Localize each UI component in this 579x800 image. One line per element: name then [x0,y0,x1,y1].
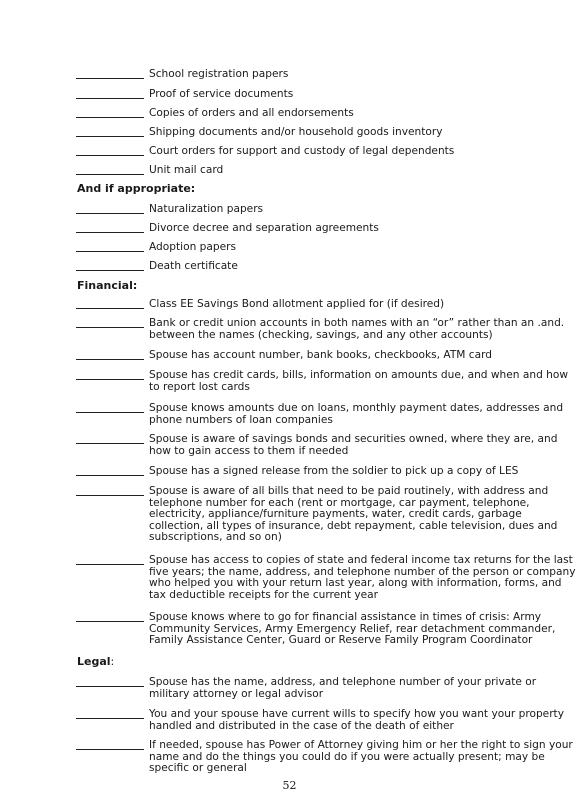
blank-line [76,174,144,175]
item-text: Copies of orders and all endorsements [149,107,354,119]
blank-line [76,718,144,719]
item-text: Spouse has access to copies of state and federal income tax returns for the last five years; the name, address, and telephone number of the person or company who helped you with your return last year, along with information, forms, and tax deductible receipts for the current year [149,554,576,601]
blank-line [76,621,144,622]
checklist-item [76,204,576,216]
item-text: Class EE Savings Bond allotment applied for (if desired) [149,298,445,310]
item-text: Unit mail card [149,164,224,176]
item-text: Naturalization papers [149,203,264,215]
checklist-item [76,165,576,177]
item-text: Spouse knows amounts due on loans, monthly payment dates, addresses and phone numbers of loan companies [149,402,564,426]
checklist-item [76,434,576,457]
blank-line [76,270,144,271]
checklist-item [76,370,576,393]
item-text: Spouse has credit cards, bills, information on amounts due, and when and how to report lost cards [149,369,569,393]
checklist-item [76,318,576,341]
item-text: Spouse is aware of all bills that need to be paid routinely, with address and telephone number for each (rent or mortgage, car payment, telephone, electricity, appliance/furniture payments, water, credit cards, garbage collection, all types of insurance, debt repayment, cable television, dues and subscriptions, and so on) [149,485,558,543]
item-text: Proof of service documents [149,88,294,100]
checklist-item [76,127,576,139]
item-text: Court orders for support and custody of legal dependents [149,145,455,157]
checklist-item [76,486,576,544]
legal-heading-colon: : [110,655,115,668]
item-text: School registration papers [149,68,289,80]
checklist-item [76,108,576,120]
blank-line [76,379,144,380]
page-number: 52 [282,779,297,792]
checklist-item [76,261,576,273]
item-text: Spouse has account number, bank books, checkbooks, ATM card [149,349,493,361]
blank-line [76,78,144,79]
checklist-item [76,555,576,601]
blank-line [76,98,144,99]
blank-line [76,749,144,750]
item-text: Spouse has a signed release from the soldier to pick up a copy of LES [149,465,519,477]
item-text: Bank or credit union accounts in both names with an “or” rather than an .and. between the names (checking, savings, and any other accounts) [149,317,565,341]
checklist-item [76,403,576,426]
blank-line [76,136,144,137]
blank-line [76,327,144,328]
checklist-item [76,242,576,254]
checklist-item [76,740,576,775]
section-heading-legal [77,656,114,668]
section-heading-financial: Financial: [77,279,138,292]
checklist-item [76,677,576,700]
item-text: Shipping documents and/or household goods inventory [149,126,443,138]
checklist-item [76,69,576,81]
blank-line [76,686,144,687]
item-text: Spouse has the name, address, and telephone number of your private or military attorney or legal advisor [149,676,537,700]
item-text: You and your spouse have current wills to specify how you want your property handled and distributed in the case of the death of either [149,708,564,732]
blank-line [76,117,144,118]
section-heading-appropriate: And if appropriate: [77,182,196,195]
checklist-item [76,299,576,311]
blank-line [76,412,144,413]
item-text: Spouse is aware of savings bonds and securities owned, where they are, and how to gain access to them if needed [149,433,558,457]
item-text: Spouse knows where to go for financial assistance in times of crisis: Army Community Services, Army Emergency Relief, rear detachment commander, Family Assistance Center, Guard or Reserve Family Program Coordinator [149,611,556,646]
checklist-item [76,350,576,362]
blank-line [76,359,144,360]
checklist-item [76,89,576,101]
item-text: If needed, spouse has Power of Attorney giving him or her the right to sign your name and do the things you could do if you were actually present; may be specific or general [149,739,573,774]
blank-line [76,232,144,233]
checklist-item [76,146,576,158]
legal-heading-text: Legal [77,655,111,668]
blank-line [76,564,144,565]
checklist-item [76,223,576,235]
item-text: Divorce decree and separation agreements [149,222,379,234]
blank-line [76,308,144,309]
item-text: Death certificate [149,260,238,272]
checklist-item [76,612,576,647]
blank-line [76,155,144,156]
blank-line [76,475,144,476]
item-text: Adoption papers [149,241,236,253]
checklist-item [76,466,576,478]
blank-line [76,251,144,252]
blank-line [76,213,144,214]
checklist-item [76,709,576,732]
blank-line [76,495,144,496]
blank-line [76,443,144,444]
